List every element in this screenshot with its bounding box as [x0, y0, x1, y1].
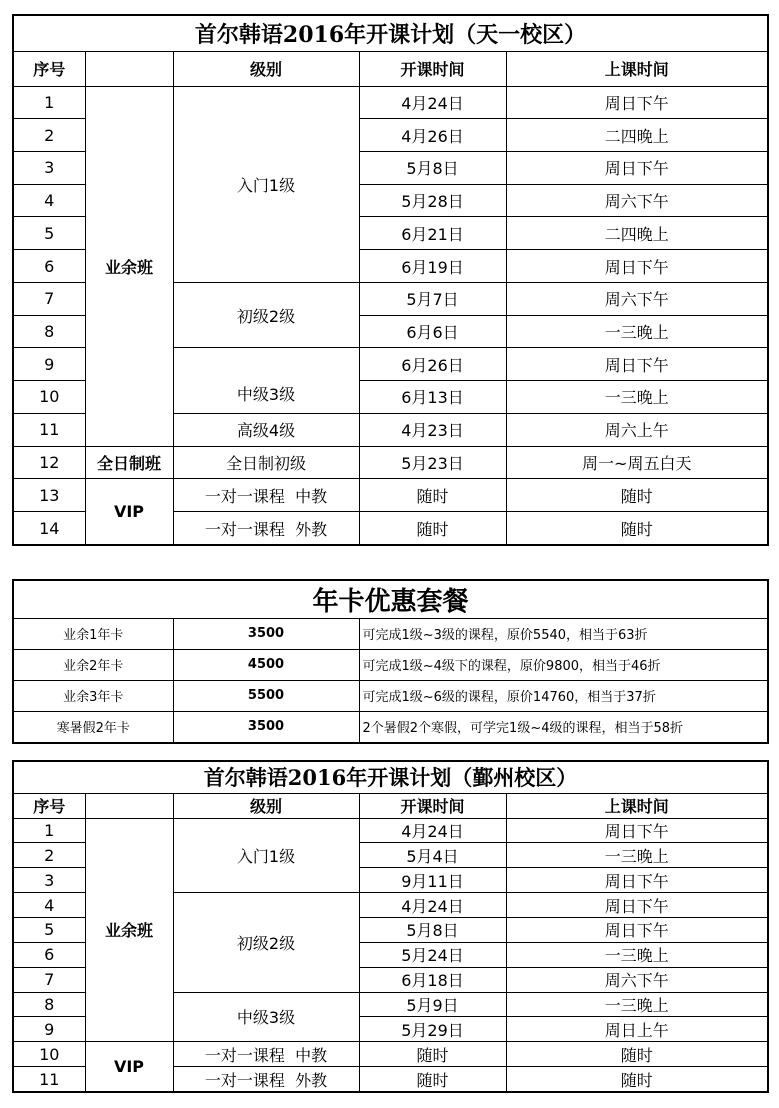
start-date-cell: 5月9日	[359, 992, 506, 1017]
class-time-cell: 随时	[506, 479, 768, 512]
level-cell: 一对一课程 外教	[173, 512, 359, 545]
column-header-category	[85, 51, 173, 86]
row-number: 10	[13, 381, 85, 414]
level-cell: 一对一课程 中教	[173, 1042, 359, 1067]
column-header-start: 开课时间	[359, 793, 506, 818]
category-cell: 业余班	[85, 86, 173, 446]
card-price-cell: 3500	[173, 619, 359, 650]
row-number: 6	[13, 942, 85, 967]
start-date-cell: 5月28日	[359, 184, 506, 217]
row-number: 2	[13, 843, 85, 868]
row-number: 8	[13, 992, 85, 1017]
table-row	[13, 711, 768, 743]
level-cell: 入门1级	[173, 818, 359, 893]
row-number: 13	[13, 479, 85, 512]
column-header-level: 级别	[173, 51, 359, 86]
level-cell: 初级2级	[173, 893, 359, 992]
row-number: 7	[13, 967, 85, 992]
card-name-cell: 业余1年卡	[13, 619, 173, 650]
table-row	[13, 680, 768, 711]
start-date-cell: 5月8日	[359, 917, 506, 942]
row-number: 9	[13, 348, 85, 381]
start-date-cell: 6月13日	[359, 381, 506, 414]
start-date-cell: 随时	[359, 479, 506, 512]
class-time-cell: 周六上午	[506, 413, 768, 446]
card-price-cell: 5500	[173, 680, 359, 711]
card-description-cell: 可完成1级~6级的课程，原价14760，相当于37折	[359, 680, 768, 711]
card-description-cell: 可完成1级~4级下的课程，原价9800，相当于46折	[359, 649, 768, 680]
row-number: 14	[13, 512, 85, 545]
row-number: 8	[13, 315, 85, 348]
category-cell: 全日制班	[85, 446, 173, 479]
row-number: 6	[13, 250, 85, 283]
row-number: 2	[13, 119, 85, 152]
class-time-cell: 周日下午	[506, 86, 768, 119]
class-time-cell: 周六下午	[506, 184, 768, 217]
table-row	[13, 649, 768, 680]
start-date-cell: 6月18日	[359, 967, 506, 992]
row-number: 3	[13, 868, 85, 893]
class-time-cell: 一三晚上	[506, 315, 768, 348]
start-date-cell: 5月29日	[359, 1017, 506, 1042]
start-date-cell: 4月24日	[359, 818, 506, 843]
column-header-start: 开课时间	[359, 51, 506, 86]
start-date-cell: 4月24日	[359, 893, 506, 918]
level-cell: 一对一课程 外教	[173, 1067, 359, 1092]
start-date-cell: 4月24日	[359, 86, 506, 119]
table-row	[13, 619, 768, 650]
table-row	[13, 446, 768, 479]
class-time-cell: 随时	[506, 1067, 768, 1092]
class-time-cell: 周一~周五白天	[506, 446, 768, 479]
row-number: 5	[13, 917, 85, 942]
class-time-cell: 一三晚上	[506, 992, 768, 1017]
start-date-cell: 随时	[359, 512, 506, 545]
card-description-cell: 可完成1级~3级的课程，原价5540，相当于63折	[359, 619, 768, 650]
class-time-cell: 周日下午	[506, 151, 768, 184]
start-date-cell: 6月6日	[359, 315, 506, 348]
class-time-cell: 周日下午	[506, 917, 768, 942]
card-price-cell: 4500	[173, 649, 359, 680]
class-time-cell: 周日下午	[506, 893, 768, 918]
table-title: 年卡优惠套餐	[13, 580, 768, 619]
category-cell: 业余班	[85, 818, 173, 1042]
class-time-cell: 周日下午	[506, 250, 768, 283]
class-time-cell: 随时	[506, 512, 768, 545]
row-number: 9	[13, 1017, 85, 1042]
row-number: 4	[13, 893, 85, 918]
class-time-cell: 二四晚上	[506, 217, 768, 250]
level-cell: 中级3级	[173, 348, 359, 413]
schedule-table-tianyi	[12, 14, 769, 546]
start-date-cell: 5月4日	[359, 843, 506, 868]
row-number: 4	[13, 184, 85, 217]
row-number: 1	[13, 818, 85, 843]
start-date-cell: 5月8日	[359, 151, 506, 184]
row-number: 3	[13, 151, 85, 184]
level-cell: 一对一课程 中教	[173, 479, 359, 512]
row-number: 1	[13, 86, 85, 119]
row-number: 11	[13, 413, 85, 446]
class-time-cell: 一三晚上	[506, 942, 768, 967]
start-date-cell: 5月23日	[359, 446, 506, 479]
class-time-cell: 周日上午	[506, 1017, 768, 1042]
row-number: 11	[13, 1067, 85, 1092]
level-cell: 高级4级	[173, 413, 359, 446]
class-time-cell: 周日下午	[506, 818, 768, 843]
schedule-table-yinzhou	[12, 760, 769, 1093]
class-time-cell: 周六下午	[506, 967, 768, 992]
column-header-category	[85, 793, 173, 818]
column-header-seq: 序号	[13, 51, 85, 86]
start-date-cell: 随时	[359, 1067, 506, 1092]
card-name-cell: 寒暑假2年卡	[13, 711, 173, 743]
class-time-cell: 周日下午	[506, 868, 768, 893]
card-name-cell: 业余2年卡	[13, 649, 173, 680]
table-row	[13, 479, 768, 512]
start-date-cell: 5月24日	[359, 942, 506, 967]
card-price-cell: 3500	[173, 711, 359, 743]
row-number: 12	[13, 446, 85, 479]
row-number: 5	[13, 217, 85, 250]
card-name-cell: 业余3年卡	[13, 680, 173, 711]
start-date-cell: 4月26日	[359, 119, 506, 152]
level-cell: 全日制初级	[173, 446, 359, 479]
level-cell: 入门1级	[173, 86, 359, 282]
column-header-time: 上课时间	[506, 51, 768, 86]
category-cell: VIP	[85, 479, 173, 545]
row-number: 10	[13, 1042, 85, 1067]
class-time-cell: 周六下午	[506, 282, 768, 315]
start-date-cell: 6月21日	[359, 217, 506, 250]
level-cell: 初级2级	[173, 282, 359, 347]
category-cell: VIP	[85, 1042, 173, 1092]
row-number: 7	[13, 282, 85, 315]
column-header-time: 上课时间	[506, 793, 768, 818]
class-time-cell: 一三晚上	[506, 381, 768, 414]
table-title: 首尔韩语2016年开课计划（天一校区）	[13, 15, 768, 51]
table-title: 首尔韩语2016年开课计划（鄞州校区）	[13, 761, 768, 793]
annual-card-table	[12, 579, 769, 744]
table-row	[13, 1042, 768, 1067]
column-header-seq: 序号	[13, 793, 85, 818]
start-date-cell: 4月23日	[359, 413, 506, 446]
class-time-cell: 二四晚上	[506, 119, 768, 152]
column-header-level: 级别	[173, 793, 359, 818]
class-time-cell: 一三晚上	[506, 843, 768, 868]
start-date-cell: 6月19日	[359, 250, 506, 283]
start-date-cell: 9月11日	[359, 868, 506, 893]
table-row	[13, 818, 768, 843]
start-date-cell: 6月26日	[359, 348, 506, 381]
start-date-cell: 5月7日	[359, 282, 506, 315]
card-description-cell: 2个暑假2个寒假，可学完1级~4级的课程，相当于58折	[359, 711, 768, 743]
table-row	[13, 86, 768, 119]
class-time-cell: 周日下午	[506, 348, 768, 381]
start-date-cell: 随时	[359, 1042, 506, 1067]
level-cell: 中级3级	[173, 992, 359, 1042]
class-time-cell: 随时	[506, 1042, 768, 1067]
